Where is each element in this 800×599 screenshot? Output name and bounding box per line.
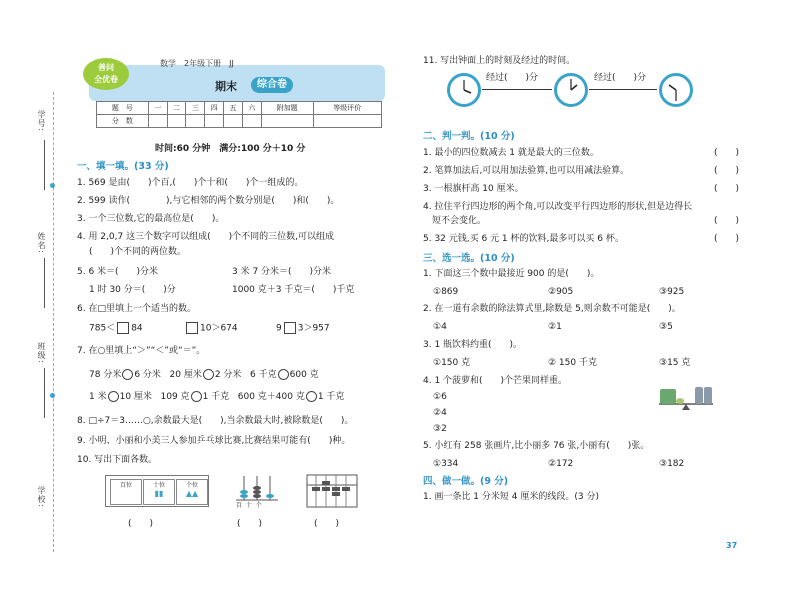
question-4-line1: 4. 用 2,0,7 这三个数字可以组成( )个不同的三位数,可以组成 <box>77 232 334 242</box>
elapsed-label-1[interactable]: 经过( )分 <box>486 73 539 83</box>
question-6-item-2: 10＞674 <box>184 322 238 335</box>
judge-2-answer[interactable]: ( ) <box>714 166 740 176</box>
abacus-bead <box>342 487 350 491</box>
question-5-a: 5. 6 米＝( )分米 <box>77 267 159 277</box>
score-header-cell: 五 <box>224 102 243 115</box>
abacus-bead <box>322 487 330 491</box>
choice-3-opt-2[interactable]: ② 150 千克 <box>548 358 597 368</box>
abacus-bead <box>332 492 340 496</box>
compare-circle[interactable] <box>203 369 214 380</box>
elapsed-arrow-2 <box>589 89 657 90</box>
elapsed-label-2[interactable]: 经过( )分 <box>594 73 647 83</box>
title-banner <box>89 65 385 101</box>
question-6-item-1: 785＜ 84 <box>89 323 143 334</box>
choice-1-opt-3[interactable]: ③925 <box>659 287 685 297</box>
question-2: 2. 599 读作( ),与它相邻的两个数分别是( )和( )。 <box>77 196 340 206</box>
judge-4-line1: 4. 拉住平行四边形的两个角,可以改变平行四边形的形状,但是边得长 <box>423 202 693 212</box>
time-and-score-line: 时间:60 分钟 满分:100 分＋10 分 <box>155 144 306 154</box>
score-header-cell: 等级评价 <box>313 102 381 115</box>
score-cell[interactable] <box>261 115 313 128</box>
section-fill-title: 一、填一填。(33 分) <box>77 161 169 172</box>
score-cell[interactable] <box>242 115 261 128</box>
ones-cell: 个位 ▲▲ <box>176 479 208 505</box>
name-label: 姓名: <box>37 232 46 254</box>
score-label-cell: 分 数 <box>97 115 149 128</box>
clock-hands <box>447 73 697 107</box>
name-line <box>44 258 45 308</box>
choice-5-opt-2[interactable]: ②172 <box>548 459 574 469</box>
question-10: 10. 写出下面各数。 <box>77 455 158 465</box>
judge-1: 1. 最小的四位数减去 1 就是最大的三位数。 <box>423 148 599 158</box>
abacus-bead <box>312 487 320 491</box>
question-6-item-3: 9 3＞957 <box>276 323 330 334</box>
question-5-d: 1000 克＋3 千克＝( )千克 <box>232 285 355 295</box>
answer-box[interactable] <box>284 322 296 334</box>
choice-5-opt-3[interactable]: ③182 <box>659 459 685 469</box>
subject-line: 数学 2年级下册 JJ <box>160 59 234 68</box>
question-7-row-1: 78 分米 6 分米 20 厘米 2 分米 6 千克 600 克 <box>89 370 319 380</box>
score-cell[interactable] <box>167 115 186 128</box>
score-header-cell: 四 <box>205 102 224 115</box>
judge-1-answer[interactable]: ( ) <box>714 148 740 158</box>
score-header-cell: 六 <box>242 102 261 115</box>
judge-5: 5. 32 元钱,买 6 元 1 杯的饮料,最多可以买 6 杯。 <box>423 234 624 244</box>
hundreds-cell: 百位 <box>110 479 142 505</box>
compare-circle[interactable] <box>191 391 202 402</box>
question-3: 3. 一个三位数,它的最高位是( )。 <box>77 214 225 224</box>
choice-3-opt-1[interactable]: ①150 克 <box>433 358 471 368</box>
question-9: 9. 小明、小丽和小美三人参加乒乓球比赛,比赛结果可能有( )种。 <box>77 436 351 446</box>
balance-scale-icon <box>655 377 717 411</box>
binding-cut-line <box>53 92 54 552</box>
score-cell[interactable] <box>313 115 381 128</box>
choice-1: 1. 下面这三个数中最接近 900 的是( )。 <box>423 269 600 279</box>
abacus-figure <box>306 474 358 508</box>
choice-2: 2. 在一道有余数的除法算式里,除数是 5,则余数不可能是( )。 <box>423 304 681 314</box>
score-header-cell: 附加题 <box>261 102 313 115</box>
exam-type-badge: 综合卷 <box>251 77 293 93</box>
q10-answer-1[interactable]: ( ) <box>128 519 154 529</box>
choice-4-opt-3[interactable]: ③2 <box>433 424 447 434</box>
answer-box[interactable] <box>186 322 198 334</box>
bead <box>240 494 248 498</box>
judge-4-line2: 短不会变化。 <box>423 216 487 226</box>
binding-hole <box>50 393 55 398</box>
choice-5-opt-1[interactable]: ①334 <box>433 459 459 469</box>
score-cell[interactable] <box>205 115 224 128</box>
bead <box>253 486 261 490</box>
choice-4: 4. 1 个菠萝和( )个芒果同样重。 <box>423 376 568 386</box>
choice-2-opt-2[interactable]: ②1 <box>548 322 562 332</box>
score-header-cell: 一 <box>148 102 167 115</box>
compare-circle[interactable] <box>278 369 289 380</box>
choice-5: 5. 小红有 258 张画片,比小丽多 76 张,小丽有( )张。 <box>423 441 650 451</box>
elapsed-arrow-1 <box>482 89 552 90</box>
compare-circle[interactable] <box>122 369 133 380</box>
judge-5-answer[interactable]: ( ) <box>714 234 740 244</box>
score-header-cell: 题 号 <box>97 102 149 115</box>
choice-3: 3. 1 瓶饮料约重( )。 <box>423 340 523 350</box>
school-label: 学校: <box>37 486 46 508</box>
question-6: 6. 在□里填上一个适当的数。 <box>77 304 196 314</box>
choice-3-opt-3[interactable]: ③15 克 <box>659 358 691 368</box>
counting-frame-labels: 百 十 个 <box>236 502 262 509</box>
choice-1-opt-1[interactable]: ①869 <box>433 287 459 297</box>
compare-circle[interactable] <box>306 391 317 402</box>
tens-cell: 十位 ▮▮ <box>143 479 175 505</box>
judge-3: 3. 一根旗杆高 10 厘米。 <box>423 184 524 194</box>
choice-1-opt-2[interactable]: ②905 <box>548 287 574 297</box>
choice-2-opt-1[interactable]: ①4 <box>433 322 447 332</box>
question-5-b: 3 米 7 分米＝( )分米 <box>232 267 332 277</box>
page-title: 期末 <box>215 80 237 93</box>
q10-answer-3[interactable]: ( ) <box>314 519 340 529</box>
q10-answer-2[interactable]: ( ) <box>237 519 263 529</box>
student-number-label: 学号: <box>37 110 46 132</box>
judge-2: 2. 笔算加法后,可以用加法验算,也可以用减法验算。 <box>423 166 630 176</box>
section-choose-title: 三、选一选。(10 分) <box>423 253 515 264</box>
bead <box>253 490 261 494</box>
compare-circle[interactable] <box>108 391 119 402</box>
bead <box>266 494 274 498</box>
choice-2-opt-3[interactable]: ③5 <box>659 322 673 332</box>
question-7-row-2: 1 米 10 厘米 109 克 1 千克 600 克＋400 克 1 千克 <box>89 392 345 402</box>
class-label: 班级: <box>37 342 46 364</box>
binding-hole <box>50 183 55 188</box>
abacus-bead <box>332 487 340 491</box>
question-5-c: 1 时 30 分＝( )分 <box>89 285 176 295</box>
question-8: 8. □÷7＝3……○,余数最大是( ),当余数最大时,被除数是( )。 <box>77 416 354 426</box>
bead <box>240 490 248 494</box>
do-question-1: 1. 画一条比 1 分米短 4 厘米的线段。(3 分) <box>423 492 599 502</box>
choice-4-opt-2[interactable]: ②4 <box>433 408 447 418</box>
judge-3-answer[interactable]: ( ) <box>714 184 740 194</box>
answer-box[interactable] <box>117 322 129 334</box>
score-cell[interactable] <box>186 115 205 128</box>
section-do-title: 四、做一做。(9 分) <box>423 476 509 487</box>
choice-4-opt-1[interactable]: ①6 <box>433 392 447 402</box>
bead <box>253 494 261 498</box>
class-line <box>44 368 45 418</box>
section-judge-title: 二、判一判。(10 分) <box>423 131 515 142</box>
question-4-line2: ( )个不同的两位数。 <box>89 247 187 257</box>
judge-4-answer[interactable]: ( ) <box>714 216 740 226</box>
score-table <box>96 101 382 128</box>
score-header-cell: 三 <box>186 102 205 115</box>
score-header-cell: 二 <box>167 102 186 115</box>
question-11: 11. 写出钟面上的时刻及经过的时间。 <box>423 56 576 66</box>
question-7: 7. 在○里填上“＞”“＜”或“＝”。 <box>77 346 206 356</box>
question-1: 1. 569 是由( )个百,( )个十和( )个一组成的。 <box>77 178 304 188</box>
place-value-chart <box>105 475 209 507</box>
brand-logo: 善问 全优卷 <box>83 58 129 90</box>
score-cell[interactable] <box>148 115 167 128</box>
page-number: 37 <box>726 541 738 550</box>
abacus-bead <box>322 481 330 485</box>
student-number-line <box>44 140 45 190</box>
score-cell[interactable] <box>224 115 243 128</box>
